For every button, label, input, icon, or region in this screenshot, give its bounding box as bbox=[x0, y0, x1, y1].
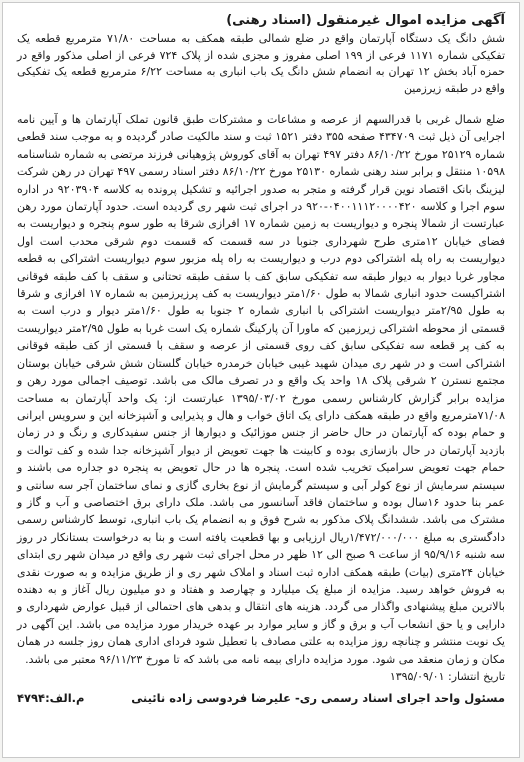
notice-body: ضلع شمال غربی با قدرالسهم از عرصه و مشاعات و مشترکات طبق قانون تملک آپارتمان ها و آیین نامه اجرایی آن ذیل ثبت ۴۳۴۷۰۹ صفحه ۳۵۵ دفتر ۱۵۲۱ ثبت و سند مالکیت صادر گردیده و به موجب سند قطعی شماره ۲۵۱۲۹ مورخ ۸۶/۱۰/۲۲ دفتر ۴۹۷ تهران به آقای کوروش پژوهیانی فرزند مرتضی به شماره شناسنامه ۱۰۵۹۸ منتقل و برابر سند رهنی شماره ۲۵۱۳۰ مورخ ۸۶/۱۰/۲۲ دفتر اسناد رسمی ۴۹۷ تهران در رهن شرکت لیزینگ بانک اقتصاد نوین قرار گرفته و متجر به صدور اجرائیه و تشکیل پرونده به کلاسه ۹۲۰۳۹۰۴ در اداره سوم اجرا و کلاسه ۰۴۰۰۱۱۱۲۰۰۰۰۴۲۰-۹۲۰ در اجرای ثبت شهر ری گردیده است. حدود آپارتمان مورد رهن عبارتست از شمالا پنجره و دیواریست به زمین شماره ۱۷ افرازی شرقا به طور سوم پنجره و دیواریست به فضای خیابان ۱۲متری طرح شهرداری جنوبا در سه قسمت که قسمت دوم شرقی محدب است اول دیواریست به راه پله اشتراکی دوم درب و دیواریست به راه پله مزبور سوم دیواریست اشتراکی به قطعه مجاور غربا دیوار به دیوار طبقه سه تفکیکی سابق کف با سقف طبقه تحتانی و سقف با کف طبقه فوقانی اشتراکیست حدود انباری شمالا به طول ۱/۶۰متر دیواریست به کف پرزیرزمین به شماره ۱۷ افرازی و شرقا به طول ۲/۹۵متر دیواریست اشتراکی با انباری شماره ۲ جنوبا به طول ۱/۶۰متر دیوار و درب است به قسمتی از محوطه اشتراکی زیرزمین که ماورا آن پارکینگ شماره یک است غربا به طول ۲/۹۵متر دیواریست به کف پر قطعه سه تفکیکی سابق کف روی قسمتی از عرصه و سقف با قسمتی از کف طبقه فوقانی اشتراکی است و در شهر ری میدان شهید غیبی خیابان خرمدره خیابان گلستان شش شرقی خیابان بوستان مجتمع نسترن ۲ شرقی پلاک ۱۸ واحد یک واقع و در تصرف مالک می باشد. توصیف اجمالی مورد رهن و مزایده برابر گزارش کارشناس رسمی مورخ ۱۳۹۵/۰۳/۰۲ عبارتست از: یک واحد آپارتمان به مساحت ۷۱/۰۸مترمربع واقع در طبقه همکف دارای یک اتاق خواب و هال و پذیرایی و آشپزخانه این و سرویس ایرانی و حمام بوده که آپارتمان در حال حاضر از جنس موزائیک و دیوارها از جنس سفیدکاری و رنگ و در زمان بازدید آپارتمان در حال بازسازی بوده و کابینت ها جهت تعویض از دیوار آشپزخانه جدا شده و کف توالت و حمام جهت تعویض سرامیک تخریب شده است. پنجره ها در حال تعویض به پنجره دو جداره می باشند و سیستم سرمایش از نوع کولر آبی و سیستم گرمایش از نوع بخاری گازی و نمای ساختمان آجر سه سانتی و عمر بنا حدود ۱۶سال بوده و ساختمان فاقد آسانسور می باشد. ملک دارای برق اختصاصی و آب و گاز و مشترک می باشد. ششدانگ پلاک مذکور به شرح فوق و به انضمام یک باب انباری، توسط کارشناس رسمی دادگستری به مبلغ ۱/۴۷۲/۰۰۰/۰۰۰ریال ارزیابی و بها قطعیت یافته است و بنا به درخواست بستانکار در روز سه شنبه ۹۵/۹/۱۶ از ساعت ۹ صبح الی ۱۲ ظهر در محل اجرای ثبت شهر ری واقع در میدان شهر ری ابتدای خیابان ۲۴متری (بیات) طبقه همکف اداره ثبت اسناد و املاک شهر ری و از طریق مزایده و به صورت نقدی به فروش خواهد رسید. مزایده از مبلغ یک میلیارد و چهارصد و هفتاد و دو میلیون ریال آغاز و به دهنده بالاترین مبلغ پیشنهادی واگذار می گردد. هزینه های انتقال و بدهی های احتمالی از قبیل عوارض شهرداری و دارایی و یا حق انشعاب آب و برق و گاز و سایر موارد بر عهده خریدار مورد مزایده می باشد. این آگهی در یک نوبت منتشر و چنانچه روز مزایده به علتی مصادف با تعطیل شود فردای اداری همان روز جلسه در همان مکان و زمان منعقد می شود. مورد مزایده دارای بیمه نامه می باشد که تا مورخ ۹۶/۱۱/۲۳ معتبر می باشد. bbox=[17, 113, 506, 666]
signature-line: مسئول واحد اجرای اسناد رسمی ری- علیرضا فردوسی زاده نائینی bbox=[131, 691, 505, 705]
notice-title: آگهی مزایده اموال غیرمنقول (اسناد رهنی) bbox=[226, 13, 505, 28]
reference-number: م.الف:۴۷۹۴ bbox=[17, 691, 85, 705]
notice-intro: شش دانگ یک دستگاه آپارتمان واقع در ضلع شمالی طبقه همکف به مساحت ۷۱/۸۰ مترمربع قطعه یک تفکیکی شماره ۱۱۷۱ فرعی از ۱۹۹ اصلی مفروز و مجزی شده از پلاک ۷۲۴ فرعی از اصلی مذکور واقع در حمزه آباد بخش ۱۲ تهران به انضمام شش دانگ یک باب انباری به مساحت ۶/۲۲ مترمربع قطعه یک تفکیکی واقع در طبقه زیرزمین bbox=[17, 32, 506, 95]
publication-date: تاریخ انتشار: ۱۳۹۵/۰۹/۰۱ bbox=[389, 670, 505, 683]
section-gap bbox=[3, 97, 519, 111]
notice-sheet bbox=[2, 2, 520, 758]
notice-footer bbox=[17, 689, 505, 707]
